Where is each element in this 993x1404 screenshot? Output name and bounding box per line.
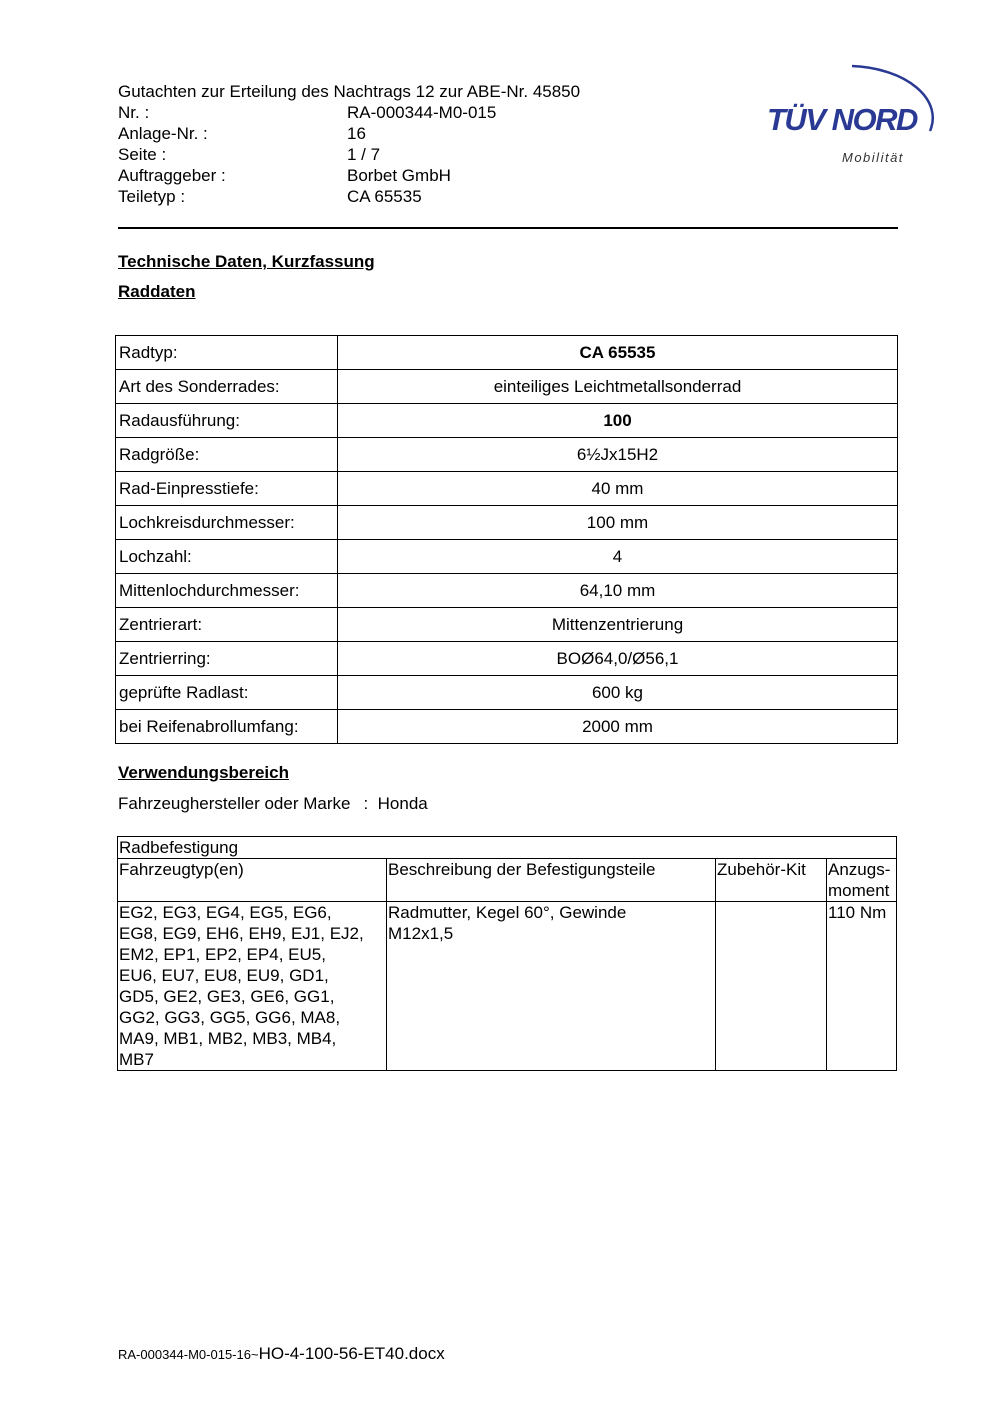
usage-value: Honda xyxy=(377,794,428,813)
header-value: RA-000344-M0-015 xyxy=(347,103,497,122)
header-label: Nr. : xyxy=(118,103,150,122)
description-cell: Radmutter, Kegel 60°, Gewinde M12x1,5 xyxy=(387,902,716,1071)
header-label: Auftraggeber : xyxy=(118,166,226,185)
kit-cell xyxy=(716,902,827,1071)
header-label: Seite : xyxy=(118,145,167,164)
column-header: Anzugs- moment xyxy=(827,859,897,902)
header-row-teiletyp xyxy=(118,186,580,207)
footer-filename-prefix: RA-000344-M0-015-16~ xyxy=(118,1347,259,1362)
section-heading-usage: Verwendungsbereich xyxy=(118,763,289,782)
table-row xyxy=(116,404,898,438)
header-label: Teiletyp : xyxy=(118,187,186,206)
table-row xyxy=(116,506,898,540)
header-value: CA 65535 xyxy=(347,187,422,206)
header-value: 1 / 7 xyxy=(347,145,381,164)
row-value: 40 mm xyxy=(338,472,898,506)
row-value: Mittenzentrierung xyxy=(338,608,898,642)
row-label: bei Reifenabrollumfang: xyxy=(116,710,338,744)
table-row xyxy=(116,710,898,744)
torque-cell: 110 Nm xyxy=(827,902,897,1071)
row-value: 64,10 mm xyxy=(338,574,898,608)
row-value: einteiliges Leichtmetallsonderrad xyxy=(338,370,898,404)
row-value: 4 xyxy=(338,540,898,574)
row-label: Radtyp: xyxy=(116,336,338,370)
column-header: Fahrzeugtyp(en) xyxy=(118,859,387,902)
row-value: CA 65535 xyxy=(338,336,898,370)
header-value: Borbet GmbH xyxy=(347,166,451,185)
usage-line xyxy=(118,794,428,814)
row-value: 2000 mm xyxy=(338,710,898,744)
tuev-nord-logo xyxy=(760,56,945,176)
usage-label: Fahrzeughersteller oder Marke xyxy=(118,794,351,813)
section-heading-raddaten: Raddaten xyxy=(118,282,196,301)
row-value: 100 xyxy=(338,404,898,438)
row-value: 6½Jx15H2 xyxy=(338,438,898,472)
column-header: Beschreibung der Befestigungsteile xyxy=(387,859,716,902)
row-label: geprüfte Radlast: xyxy=(116,676,338,710)
section-heading-technical: Technische Daten, Kurzfassung xyxy=(118,252,375,271)
logo-brand: TÜV NORD xyxy=(767,102,917,137)
table-row xyxy=(116,540,898,574)
header-row-nr xyxy=(118,102,580,123)
table-header-row xyxy=(118,859,897,902)
table-row xyxy=(116,472,898,506)
table-row xyxy=(116,336,898,370)
header-value: 16 xyxy=(347,124,366,143)
document-header xyxy=(118,81,580,207)
row-value: 100 mm xyxy=(338,506,898,540)
row-label: Mittenlochdurchmesser: xyxy=(116,574,338,608)
logo-subtitle: Mobilität xyxy=(842,150,904,165)
vehicle-types-cell: EG2, EG3, EG4, EG5, EG6, EG8, EG9, EH6, EH9, EJ1, EJ2, EM2, EP1, EP2, EP4, EU5, EU6, EU7, EU8, EU9, GD1, GD5, GE2, GE3, GE6, GG1, GG2, GG3, GG5, GG6, MA8, MA9, MB1, MB2, MB3, MB4, MB7 xyxy=(118,902,387,1071)
table-row xyxy=(116,574,898,608)
row-label: Lochkreisdurchmesser: xyxy=(116,506,338,540)
row-label: Zentrierart: xyxy=(116,608,338,642)
row-label: Radausführung: xyxy=(116,404,338,438)
fastening-table xyxy=(117,836,897,1071)
document-title: Gutachten zur Erteilung des Nachtrags 12 zur ABE-Nr. 45850 xyxy=(118,82,581,101)
row-value: 600 kg xyxy=(338,676,898,710)
column-header: Zubehör-Kit xyxy=(716,859,827,902)
table-title-row xyxy=(118,837,897,859)
header-row-seite xyxy=(118,144,580,165)
row-label: Radgröße: xyxy=(116,438,338,472)
header-row-auftraggeber xyxy=(118,165,580,186)
header-row-anlage xyxy=(118,123,580,144)
table-row xyxy=(116,676,898,710)
usage-separator: : xyxy=(363,794,369,813)
row-label: Rad-Einpresstiefe: xyxy=(116,472,338,506)
row-label: Lochzahl: xyxy=(116,540,338,574)
table-row xyxy=(116,642,898,676)
table-row xyxy=(116,438,898,472)
footer-filename-main: HO-4-100-56-ET40.docx xyxy=(258,1344,445,1363)
footer-filename xyxy=(118,1344,445,1364)
table-row xyxy=(118,902,897,1071)
wheel-data-table xyxy=(115,335,898,744)
fastening-title: Radbefestigung xyxy=(118,837,897,859)
header-label: Anlage-Nr. : xyxy=(118,124,208,143)
table-row xyxy=(116,370,898,404)
row-label: Art des Sonderrades: xyxy=(116,370,338,404)
row-value: BOØ64,0/Ø56,1 xyxy=(338,642,898,676)
table-row xyxy=(116,608,898,642)
header-divider xyxy=(118,227,898,229)
row-label: Zentrierring: xyxy=(116,642,338,676)
